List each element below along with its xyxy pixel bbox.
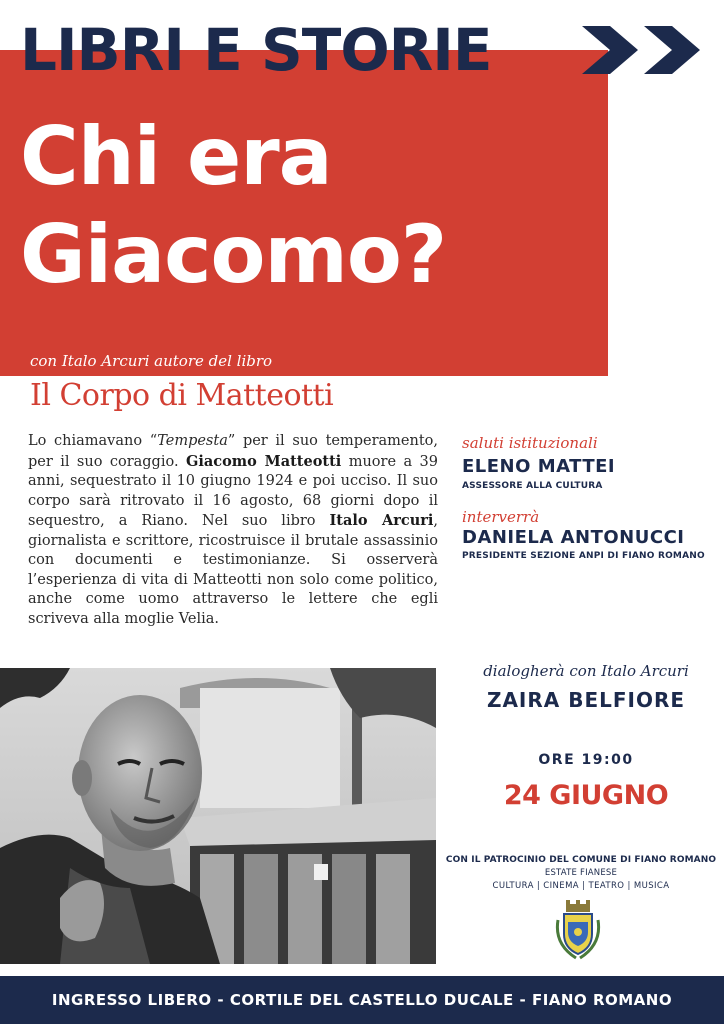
desc-part-3: ” per il suo temperamento, per il suo coraggio. xyxy=(28,433,438,470)
footer-bar xyxy=(0,976,724,1024)
main-title xyxy=(20,108,446,304)
patronage-subtitle: ESTATE FIANESE xyxy=(544,868,618,878)
event-time: ORE 19:00 xyxy=(538,752,634,768)
speaker-2-intro: interverrà xyxy=(462,508,540,526)
moderator-name: ZAIRA BELFIORE xyxy=(486,688,686,712)
main-title-text: Chi era Giacomo? xyxy=(20,110,447,301)
author-portrait-photo xyxy=(0,668,436,964)
speaker-1-role: ASSESSORE ALLA CULTURA xyxy=(462,481,603,491)
footer-text: INGRESSO LIBERO - CORTILE DEL CASTELLO DUCALE - FIANO ROMANO xyxy=(51,991,673,1009)
patronage-categories: CULTURA | CINEMA | TEATRO | MUSICA xyxy=(492,881,670,891)
subtitle-intro: con Italo Arcuri autore del libro xyxy=(30,352,273,370)
book-title: Il Corpo di Matteotti xyxy=(30,378,334,413)
description-paragraph xyxy=(28,432,438,629)
desc-matteotti: Giacomo Matteotti xyxy=(185,452,342,470)
speaker-2-role: PRESIDENTE SEZIONE ANPI DI FIANO ROMANO xyxy=(462,551,705,561)
desc-part-1: Lo chiamavano “ xyxy=(28,433,158,449)
double-chevron-right-icon xyxy=(580,24,704,76)
moderator-block xyxy=(448,662,724,811)
series-title: LIBRI E STORIE xyxy=(20,16,492,84)
desc-part-7: , giornalista e scrittore, ricostruisce il brutale assassinio con documenti e testimonianze. Si osserverà l’esperienza di vita di Matteotti non solo come politico, anche come uomo attraverso le lettere che egli scriveva alla moglie Velia. xyxy=(28,513,439,627)
speaker-1-intro: saluti istituzionali xyxy=(462,434,598,452)
desc-nickname: Tempesta xyxy=(157,433,228,449)
speaker-2-name: DANIELA ANTONUCCI xyxy=(462,527,685,548)
desc-arcuri: Italo Arcuri xyxy=(329,512,434,529)
patronage-text: CON IL PATROCINIO DEL COMUNE DI FIANO ROMANO xyxy=(445,855,717,865)
author-portrait-svg xyxy=(0,668,436,964)
coat-of-arms-icon xyxy=(554,900,602,962)
patronage-block xyxy=(440,855,722,891)
moderator-intro: dialogherà con Italo Arcuri xyxy=(483,662,689,680)
desc-part-5: muore a 39 anni, sequestrato il 10 giugno 1924 e poi ucciso. Il suo corpo sarà ritrovato il 16 agosto, 68 giorni dopo il sequestro, a Riano. Nel suo libro xyxy=(28,453,438,529)
event-date: 24 GIUGNO xyxy=(503,780,669,811)
speaker-1-name: ELENO MATTEI xyxy=(462,456,616,477)
